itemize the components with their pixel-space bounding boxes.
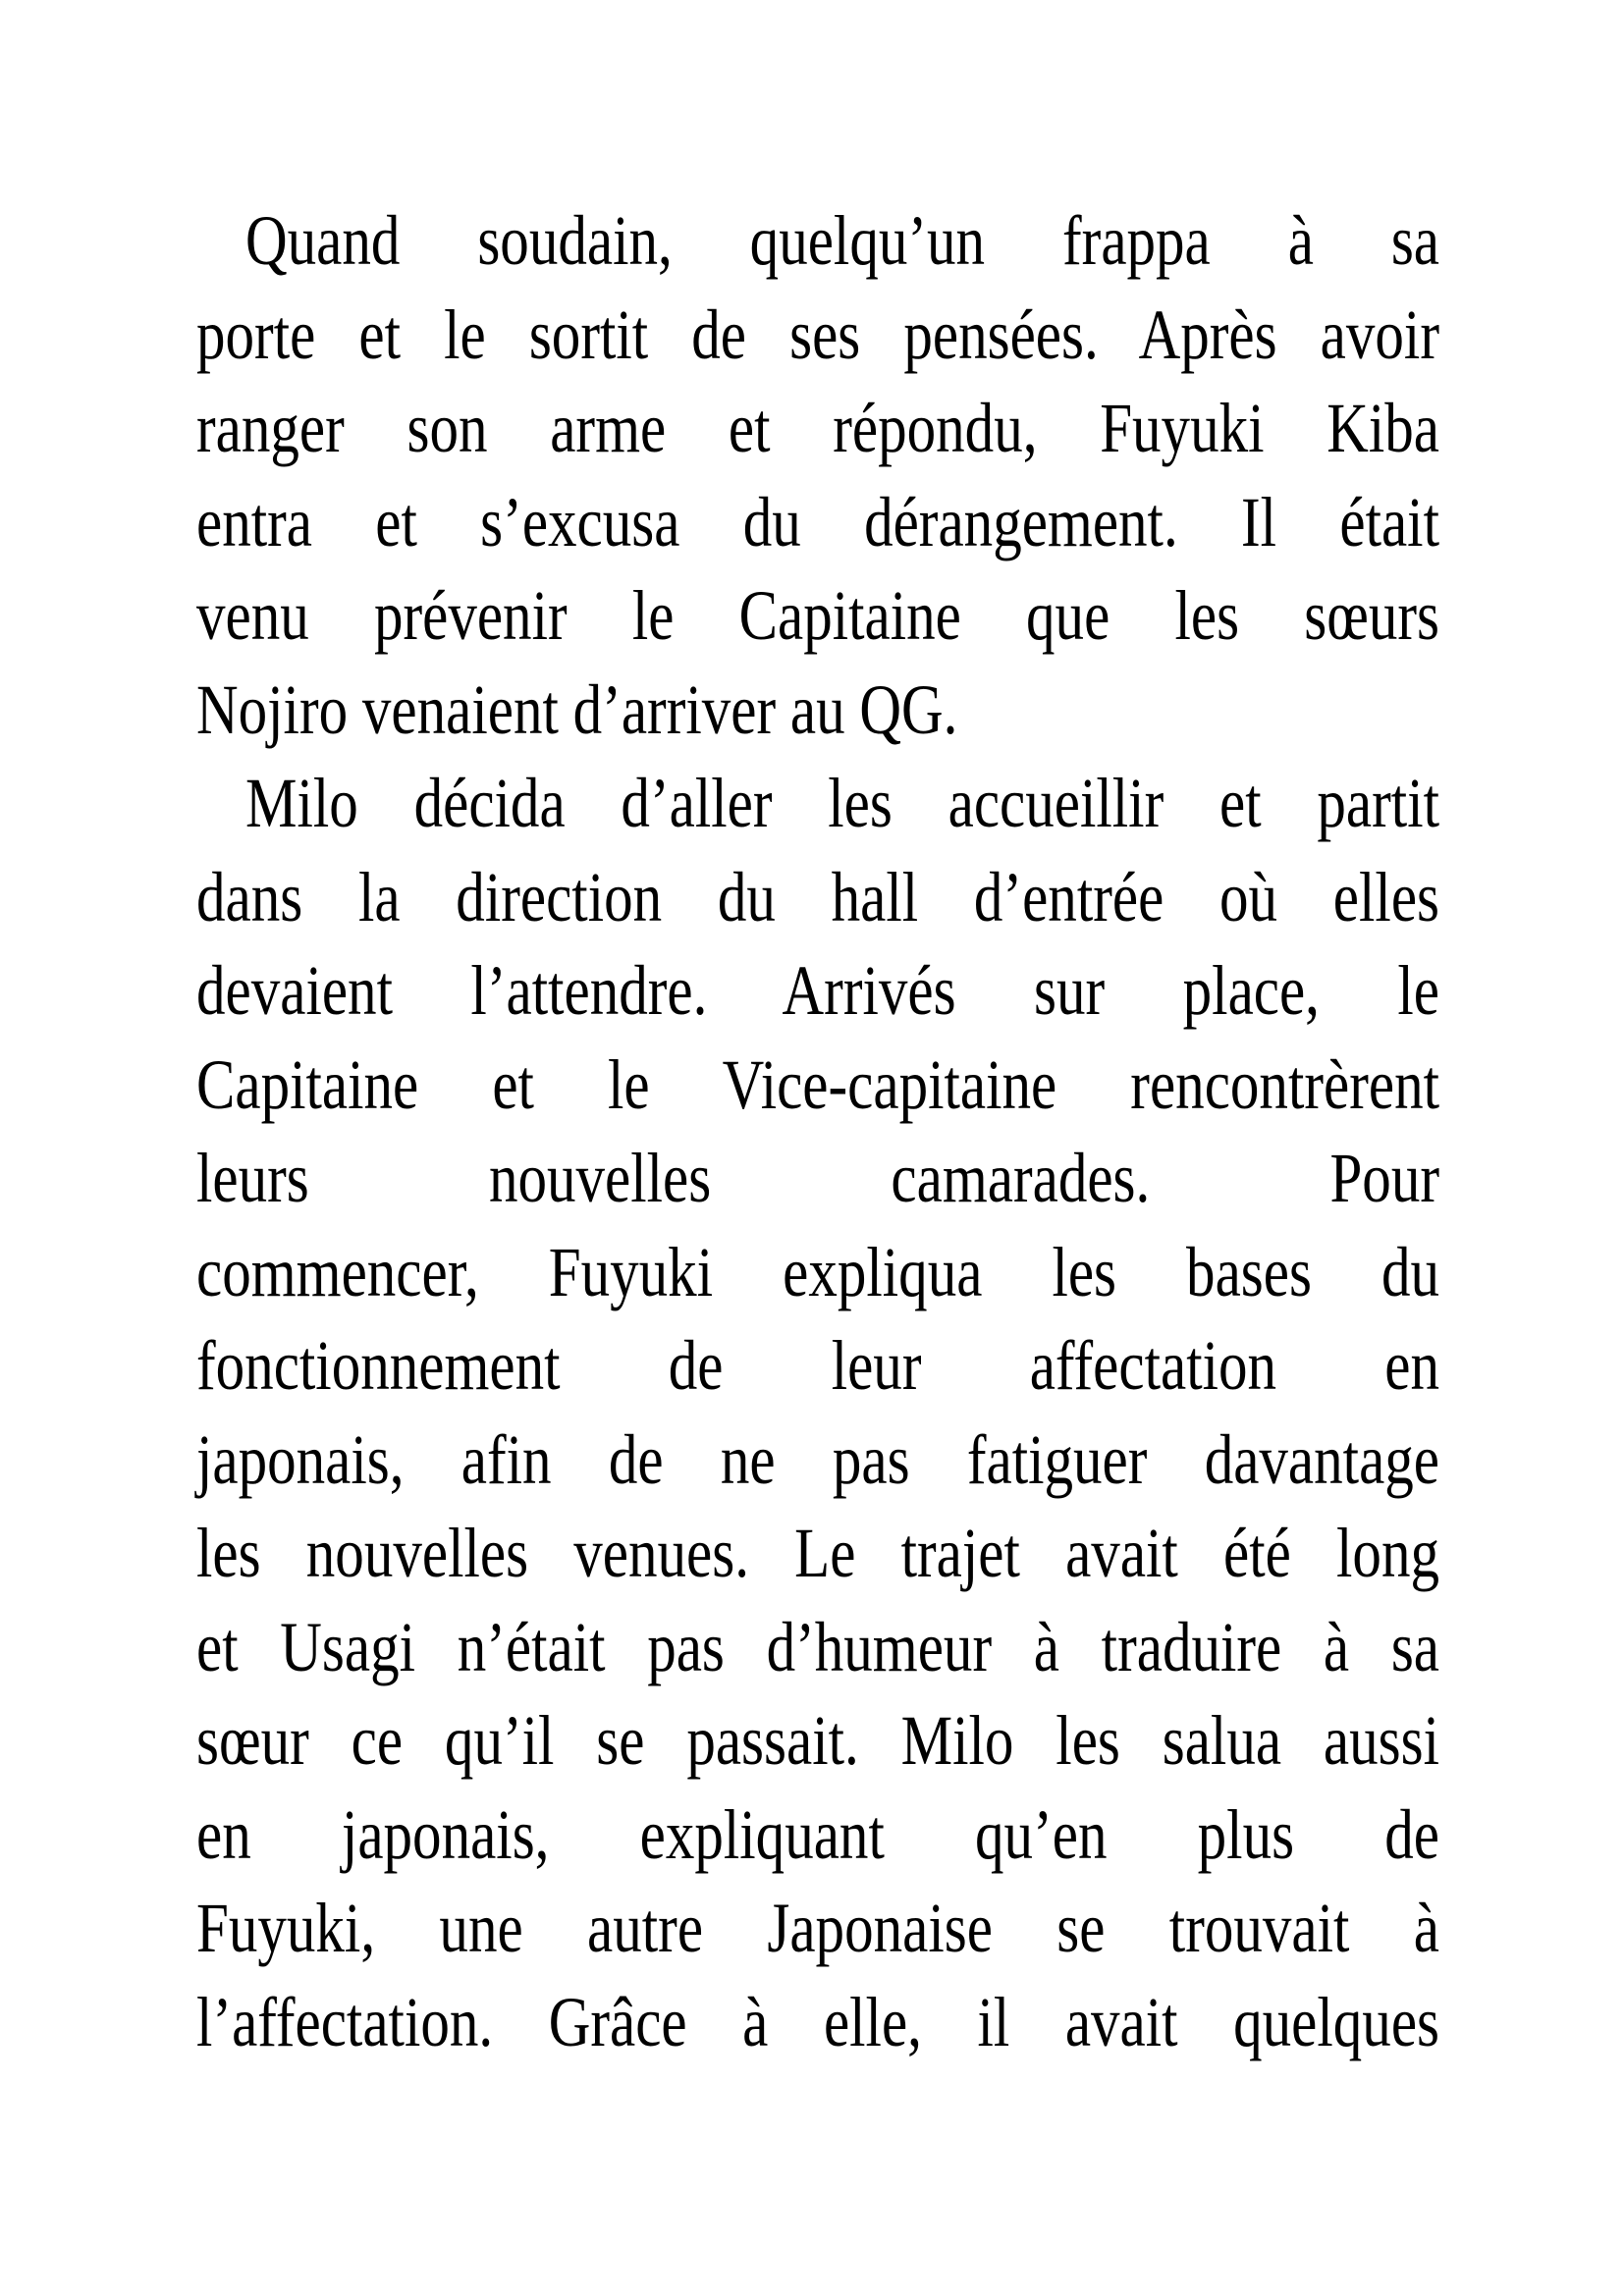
line-text: dans la direction du hall d’entrée où elles <box>196 858 1440 936</box>
line-text: ranger son arme et répondu, Fuyuki Kiba <box>196 389 1440 467</box>
line-text: sœur ce qu’il se passait. Milo les salua aussi <box>196 1701 1440 1780</box>
line-text: commencer, Fuyuki expliqua les bases du <box>196 1233 1440 1311</box>
line-text: et Usagi n’était pas d’humeur à traduire à sa <box>196 1608 1440 1686</box>
text-line <box>196 663 1439 757</box>
line-text: Milo décida d’aller les accueillir et partit <box>245 764 1440 842</box>
text-line <box>196 1225 1439 1319</box>
text-line <box>196 943 1439 1038</box>
line-text: japonais, afin de ne pas fatiguer davantage <box>196 1420 1440 1499</box>
line-text: leurs nouvelles camarades. Pour <box>196 1139 1440 1217</box>
line-text: devaient l’attendre. Arrivés sur place, le <box>196 951 1440 1030</box>
text-line <box>196 1975 1439 2069</box>
line-text: Quand soudain, quelqu’un frappa à sa <box>245 201 1440 280</box>
line-text: fonctionnement de leur affectation en <box>196 1326 1439 1405</box>
text-line <box>196 381 1439 475</box>
line-text: en japonais, expliquant qu’en plus de <box>196 1795 1439 1874</box>
text-line <box>196 288 1439 382</box>
line-text: porte et le sortit de ses pensées. Après avoir <box>196 295 1439 374</box>
text-line <box>196 1318 1439 1413</box>
text-line <box>196 1131 1439 1225</box>
text-line <box>196 1413 1439 1507</box>
text-line <box>196 1600 1439 1694</box>
line-text: l’affectation. Grâce à elle, il avait quelques <box>196 1983 1440 2061</box>
line-text: entra et s’excusa du dérangement. Il était <box>196 483 1440 561</box>
text-line <box>196 1506 1439 1600</box>
text-line <box>196 1788 1439 1882</box>
text-line <box>196 1881 1439 1975</box>
text-line <box>196 1693 1439 1788</box>
line-text: Nojiro venaient d’arriver au QG. <box>196 670 958 749</box>
text-line <box>196 475 1439 569</box>
text-line <box>196 568 1439 663</box>
line-text: Fuyuki, une autre Japonaise se trouvait à <box>196 1889 1439 1967</box>
line-text: les nouvelles venues. Le trajet avait été long <box>196 1514 1440 1592</box>
text-line <box>245 756 1439 850</box>
text-line <box>196 1038 1439 1132</box>
text-column <box>196 0 1439 2296</box>
line-text: venu prévenir le Capitaine que les sœurs <box>196 576 1439 655</box>
line-text: Capitaine et le Vice-capitaine rencontrèrent <box>196 1045 1440 1124</box>
text-line <box>245 193 1439 288</box>
text-line <box>196 850 1439 944</box>
